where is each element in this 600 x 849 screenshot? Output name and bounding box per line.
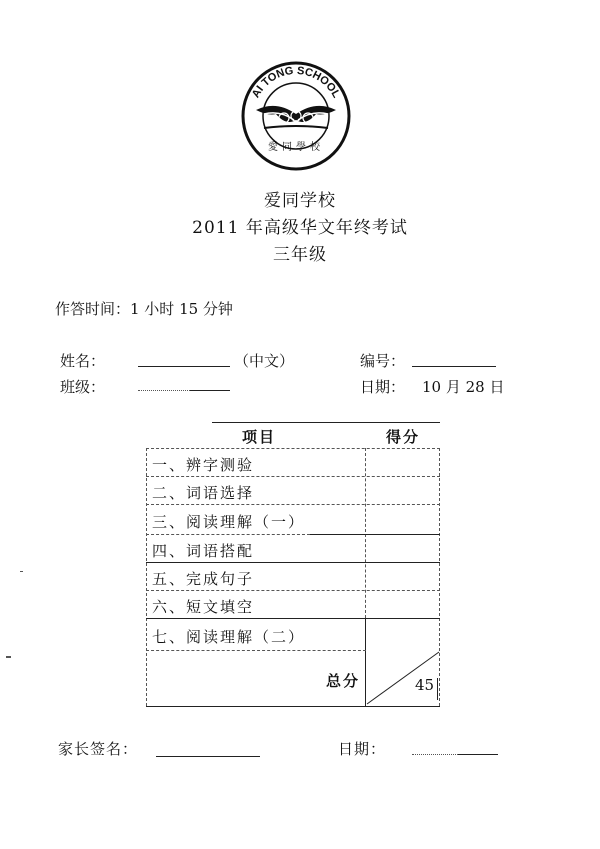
table-row: 六、短文填空 — [152, 598, 255, 616]
footer-date-label: 日期： — [338, 740, 387, 758]
table-row: 七、阅读理解（二） — [152, 628, 306, 646]
number-label: 编号： — [360, 352, 406, 370]
parent-signature-label: 家长签名： — [58, 740, 139, 758]
school-emblem-icon — [236, 60, 356, 172]
name-note: （中文） — [234, 352, 295, 370]
total-max-score: 45 — [415, 676, 435, 694]
grade-title: 三年级 — [273, 245, 327, 265]
exam-title: 2011 年高级华文年终考试 — [192, 218, 408, 238]
parent-signature-field[interactable] — [156, 756, 260, 757]
class-field-dotted — [138, 390, 190, 391]
table-row: 五、完成句子 — [152, 570, 255, 588]
class-label: 班级： — [60, 378, 106, 396]
class-field[interactable] — [190, 390, 230, 391]
total-label: 总分 — [326, 672, 361, 690]
name-label: 姓名： — [60, 352, 106, 370]
date-label: 日期： — [360, 378, 406, 396]
logo-top-text: AI TONG SCHOOL — [249, 64, 343, 101]
table-row: 一、辨字测验 — [152, 456, 255, 474]
school-name: 爱同学校 — [264, 191, 336, 211]
table-row: 四、词语搭配 — [152, 542, 255, 560]
margin-speck — [6, 656, 11, 658]
col-header-score: 得分 — [386, 428, 421, 446]
logo-bottom-text: 愛同學校 — [268, 142, 324, 153]
number-field[interactable] — [412, 366, 496, 367]
table-row: 三、阅读理解（一） — [152, 513, 306, 531]
name-field[interactable] — [138, 366, 230, 367]
footer-date-field[interactable] — [458, 754, 498, 755]
school-logo — [236, 60, 356, 172]
date-value: 10 月 28 日 — [422, 378, 505, 396]
exam-duration: 作答时间：1 小时 15 分钟 — [55, 300, 233, 318]
col-header-item: 项目 — [242, 428, 277, 446]
table-row: 二、词语选择 — [152, 484, 255, 502]
margin-speck — [20, 571, 23, 572]
